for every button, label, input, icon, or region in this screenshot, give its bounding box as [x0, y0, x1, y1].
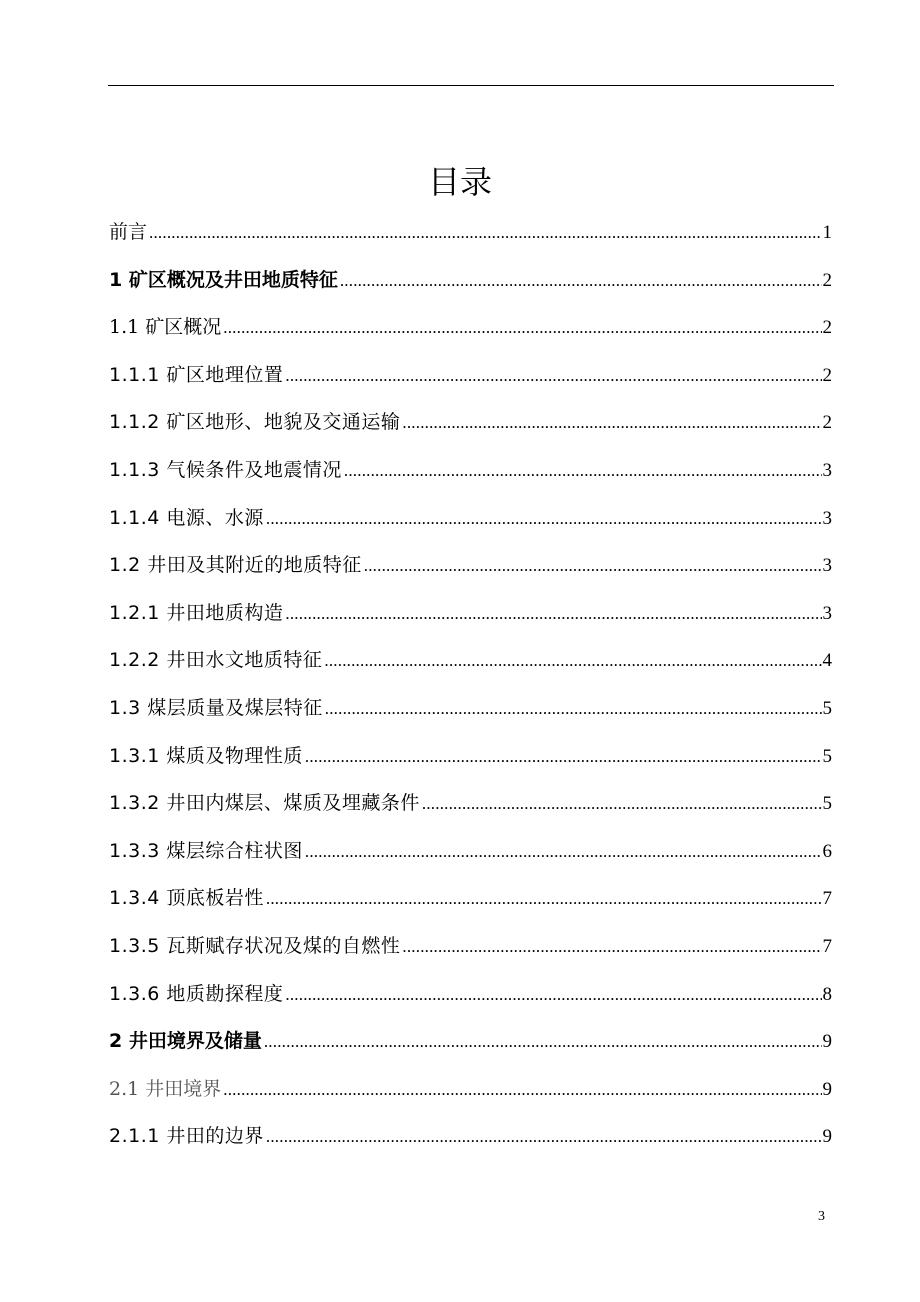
toc-entry[interactable]: [109, 733, 832, 781]
toc-entry-label: 2.1.1 井田的边界: [109, 1125, 264, 1148]
toc-entry-label: 1 矿区概况及井田地质特征: [109, 268, 338, 291]
toc-entry-page: 9: [822, 1126, 832, 1148]
toc-entry[interactable]: [109, 1113, 832, 1161]
toc-entry[interactable]: [109, 495, 832, 543]
toc-entry-page: 7: [822, 935, 832, 957]
toc-entry-label: 1.3.6 地质勘探程度: [109, 982, 284, 1005]
toc-entry[interactable]: [109, 399, 832, 447]
toc-entry-label: 1.2.1 井田地质构造: [109, 601, 284, 624]
dot-leader: [422, 780, 822, 828]
toc-entry[interactable]: [109, 637, 832, 685]
toc-entry-page: 7: [822, 888, 832, 910]
toc-entry-page: 3: [822, 507, 832, 529]
dot-leader: [266, 495, 822, 543]
toc-entry[interactable]: [109, 542, 832, 590]
toc-entry-page: 2: [822, 269, 832, 291]
dot-leader: [364, 542, 822, 590]
toc-entry[interactable]: [109, 209, 832, 257]
dot-leader: [285, 352, 821, 400]
dot-leader: [266, 1113, 822, 1161]
toc-entry-label: 1.1.2 矿区地形、地貌及交通运输: [109, 411, 401, 434]
toc-entry-label: 1.1 矿区概况: [109, 316, 222, 339]
dot-leader: [266, 875, 822, 923]
toc-entry[interactable]: [109, 1066, 832, 1114]
toc-entry-page: 4: [822, 650, 832, 672]
toc-entry-label: 1.3.3 煤层综合柱状图: [109, 839, 303, 862]
toc-entry-page: 2: [822, 412, 832, 434]
toc-entry[interactable]: [109, 780, 832, 828]
toc-entry-label: 2.1 井田境界: [109, 1077, 222, 1100]
dot-leader: [325, 685, 822, 733]
toc-entry-page: 1: [822, 222, 832, 243]
toc-entry-page: 3: [822, 602, 832, 624]
toc-entry[interactable]: [109, 257, 832, 305]
toc-entry-page: 8: [822, 983, 832, 1005]
toc-entry[interactable]: [109, 447, 832, 495]
toc-entry[interactable]: [109, 685, 832, 733]
toc-entry[interactable]: [109, 352, 832, 400]
toc-entry-label: 1.3.4 顶底板岩性: [109, 887, 264, 910]
dot-leader: [223, 1066, 821, 1114]
toc-entry-page: 3: [822, 555, 832, 577]
toc-entry-page: 9: [822, 1078, 832, 1100]
toc-entry-label: 1.3.5 瓦斯赋存状况及煤的自燃性: [109, 934, 401, 957]
toc-entry[interactable]: [109, 971, 832, 1019]
toc-entry[interactable]: [109, 875, 832, 923]
dot-leader: [223, 304, 821, 352]
toc-entry-page: 2: [822, 364, 832, 386]
toc-entry[interactable]: [109, 828, 832, 876]
toc-entry-label: 2 井田境界及储量: [109, 1030, 262, 1053]
toc-entry-label: 1.1.4 电源、水源: [109, 506, 264, 529]
toc-entry-page: 5: [822, 745, 832, 767]
toc-entry-label: 1.3.2 井田内煤层、煤质及埋藏条件: [109, 792, 420, 815]
toc-entry-page: 6: [822, 840, 832, 862]
page-number: 3: [818, 1209, 825, 1224]
toc-entry-label: 1.3 煤层质量及煤层特征: [109, 696, 323, 719]
dot-leader: [285, 971, 821, 1019]
dot-leader: [402, 923, 821, 971]
toc-entry[interactable]: [109, 923, 832, 971]
dot-leader: [402, 399, 821, 447]
dot-leader: [149, 209, 821, 257]
toc-entry-page: 9: [822, 1031, 832, 1053]
toc-entry-label: 1.1.3 气候条件及地震情况: [109, 458, 342, 481]
toc-entry[interactable]: [109, 590, 832, 638]
toc-entry-page: 5: [822, 793, 832, 815]
page-title: 目录: [427, 163, 492, 201]
toc-entry[interactable]: [109, 1018, 832, 1066]
toc-entry-page: 2: [822, 317, 832, 339]
toc-entry[interactable]: [109, 304, 832, 352]
toc-entry-label: 1.1.1 矿区地理位置: [109, 363, 284, 386]
dot-leader: [264, 1018, 822, 1066]
toc-entry-label: 1.2.2 井田水文地质特征: [109, 649, 323, 672]
dot-leader: [324, 637, 821, 685]
header-rule: [108, 85, 834, 86]
table-of-contents: [109, 209, 832, 1161]
dot-leader: [305, 828, 822, 876]
dot-leader: [305, 733, 822, 781]
toc-entry-label: 1.2 井田及其附近的地质特征: [109, 554, 362, 577]
toc-entry-page: 3: [822, 459, 832, 481]
toc-entry-label: 前言: [109, 221, 148, 243]
dot-leader: [285, 590, 821, 638]
dot-leader: [340, 257, 822, 305]
toc-entry-label: 1.3.1 煤质及物理性质: [109, 744, 303, 767]
toc-entry-page: 5: [822, 697, 832, 719]
dot-leader: [344, 447, 822, 495]
